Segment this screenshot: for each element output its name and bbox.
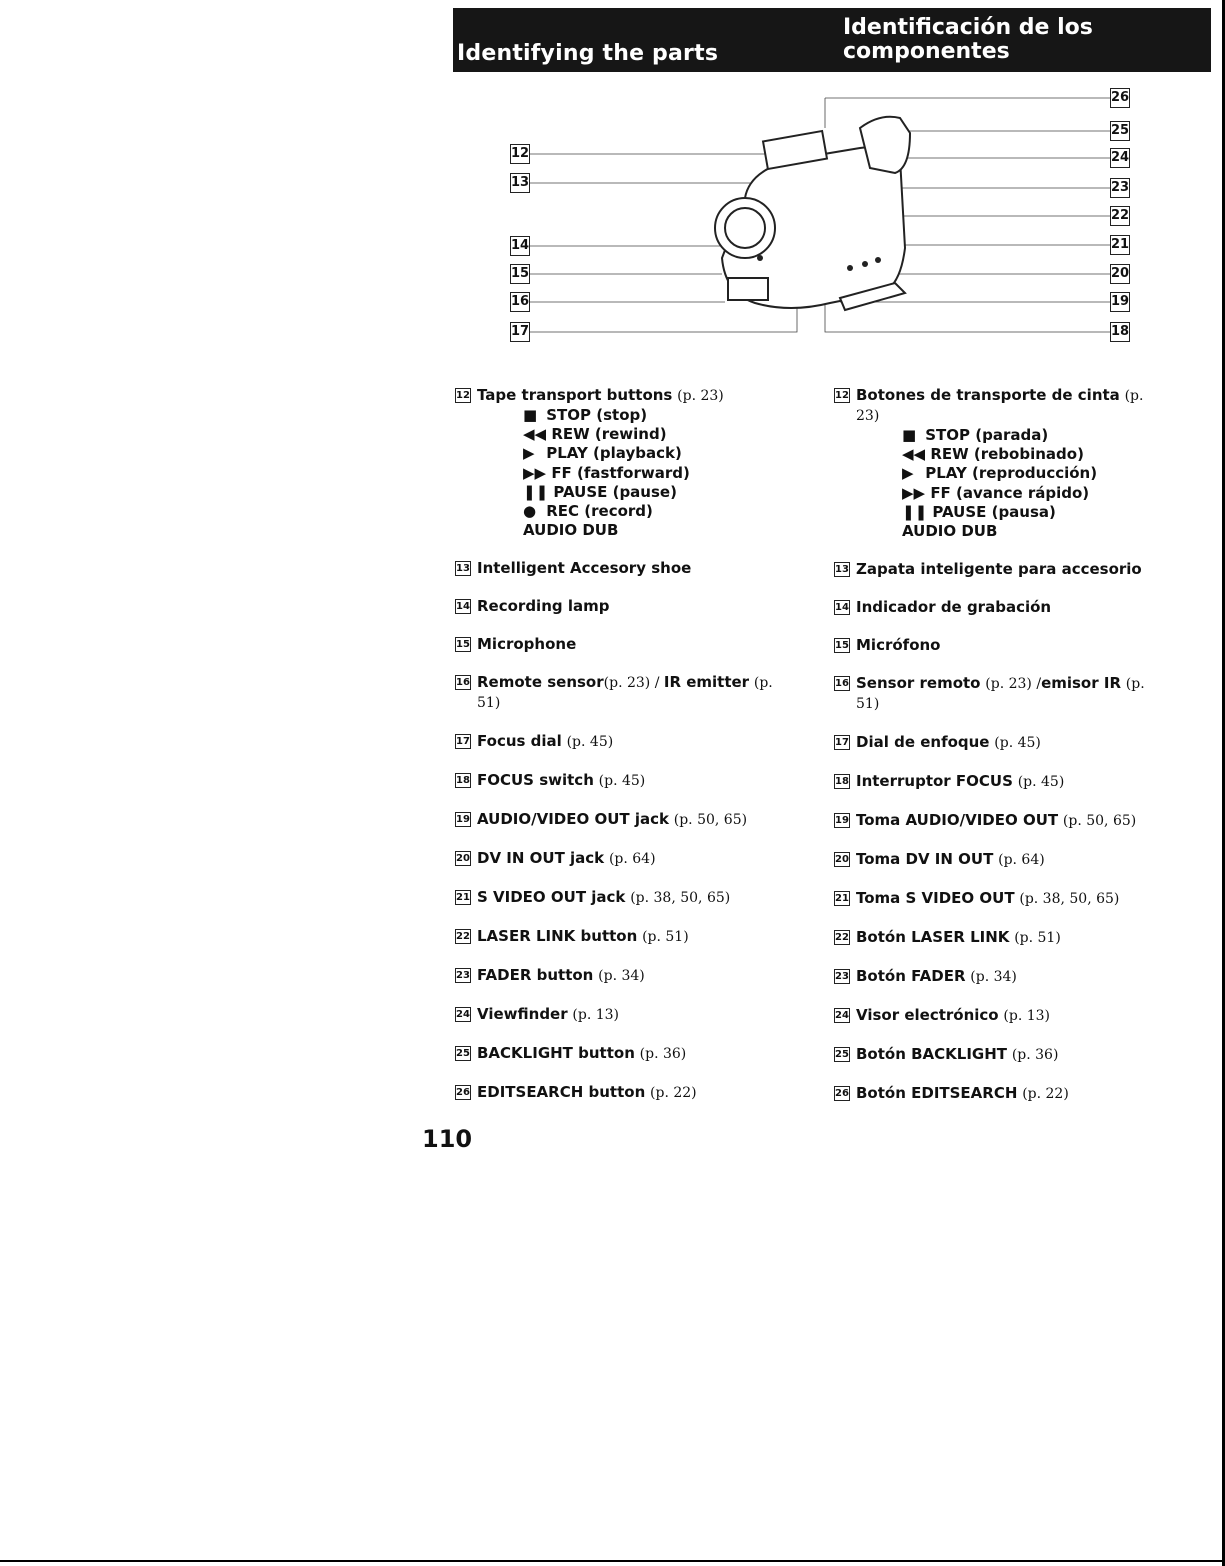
transport-sub [834,464,1164,483]
item-label: Focus dial [477,732,562,751]
callout-12: 12 [510,144,530,164]
item-ref: (p. 45) [1017,774,1065,791]
item-label: Botones de transporte de cinta [856,386,1120,404]
parts-item [455,1083,795,1103]
item-ref: (p. 22) [650,1085,697,1102]
item-ref: (p. 51) [477,675,773,712]
item-number: 16 [456,677,470,689]
item-number: 25 [835,1049,849,1061]
transport-sub [455,425,795,444]
transport-sub [455,444,795,463]
item-label: Microphone [477,635,577,654]
parts-list-spanish [834,386,1164,1104]
item-number: 13 [456,563,470,575]
item-label: Dial de enfoque [856,733,990,752]
title-spanish [843,16,1203,64]
item-ref: (p. 51) [856,676,1145,713]
item-number: 18 [835,776,849,788]
parts-item [455,386,795,406]
parts-item [455,927,795,947]
sub-label: REC (record) [546,502,653,521]
item-label: Toma DV IN OUT [856,850,994,869]
transport-sub [455,483,795,502]
callout-16: 16 [510,292,530,312]
item-ref: (p. 23) / [603,675,664,692]
parts-item [455,849,795,869]
callout-13: 13 [510,173,530,193]
item-label: Botón LASER LINK [856,928,1010,947]
item-number: 15 [456,639,470,651]
item-label: Botón EDITSEARCH [856,1084,1018,1103]
parts-item [455,1044,795,1064]
item-number: 24 [835,1010,849,1022]
item-label: Visor electrónico [856,1006,999,1025]
parts-item [834,1045,1164,1065]
item-label: Botón FADER [856,967,966,986]
item-label: Toma AUDIO/VIDEO OUT [856,811,1059,830]
parts-item [834,386,1164,426]
parts-item [834,674,1164,714]
callout-21: 21 [1110,235,1130,255]
item-ref: (p. 23) [856,388,1144,424]
item-label: Interruptor FOCUS [856,772,1013,791]
item-label: AUDIO/VIDEO OUT jack [477,810,669,829]
transport-sub [834,484,1164,503]
item-ref: (p. 45) [598,773,646,790]
parts-list-english [455,386,795,1103]
item-ref: (p. 23) / [985,676,1042,693]
transport-sub [455,406,795,425]
item-label: Sensor remoto [856,674,981,693]
parts-item [834,636,1164,655]
item-label: emisor IR [1041,674,1121,693]
item-label: DV IN OUT jack [477,849,605,868]
item-ref: (p. 34) [970,969,1017,986]
parts-item [455,673,795,713]
item-ref: (p. 38, 50, 65) [630,890,731,907]
callout-14: 14 [510,236,530,256]
item-ref: (p. 36) [639,1046,687,1063]
title-spanish-line2: componentes [843,39,1010,64]
parts-item [834,811,1164,831]
play-icon: ▶ [523,444,535,463]
parts-item [455,888,795,908]
sub-label: PAUSE (pausa) [932,502,1056,521]
transport-sub [834,426,1164,445]
page-bottom-rule [0,1560,1225,1562]
parts-item [455,732,795,752]
callout-25: 25 [1110,121,1130,141]
sub-label: AUDIO DUB [523,521,619,540]
item-ref: (p. 45) [566,734,614,751]
parts-item [834,850,1164,870]
item-ref: (p. 23) [677,388,724,404]
item-number: 12 [456,390,470,401]
item-number: 21 [456,892,470,904]
camcorder-diagram [500,88,1140,350]
page-number: 110 [422,1125,473,1153]
item-ref: (p. 13) [1003,1008,1051,1025]
sub-label: STOP (parada) [925,426,1049,444]
item-label: Zapata inteligente para accesorio [856,560,1142,579]
transport-sub [455,464,795,483]
sub-label: REW (rebobinado) [930,445,1084,464]
item-number: 24 [456,1009,470,1021]
item-number: 15 [835,640,849,652]
title-spanish-line1: Identificación de los [843,15,1093,40]
item-label: LASER LINK button [477,927,638,946]
item-number: 17 [456,736,470,748]
item-ref: (p. 64) [998,852,1045,869]
item-number: 26 [456,1087,470,1099]
item-label: IR emitter [663,673,750,692]
item-label: S VIDEO OUT jack [477,888,626,907]
item-label: Remote sensor [477,673,604,692]
parts-item [834,560,1164,579]
item-ref: (p. 50, 65) [1062,813,1137,830]
fastforward-icon: ▶▶ [523,463,547,482]
parts-item [455,966,795,986]
callout-17: 17 [510,322,530,342]
sub-label: PLAY (playback) [546,444,682,463]
parts-item [834,889,1164,909]
sub-label: AUDIO DUB [902,522,998,541]
item-ref: (p. 22) [1022,1086,1069,1103]
item-label: FOCUS switch [477,771,594,790]
callout-24: 24 [1110,148,1130,168]
parts-item [455,635,795,654]
parts-item [834,928,1164,948]
sub-label: PAUSE (pause) [553,482,677,501]
item-label: Toma S VIDEO OUT [856,889,1015,908]
transport-sub [834,445,1164,464]
parts-item [455,810,795,830]
sub-label: FF (avance rápido) [930,483,1090,502]
callout-22: 22 [1110,206,1130,226]
fastforward-icon: ▶▶ [902,483,926,502]
item-number: 14 [835,602,849,614]
parts-item [455,597,795,616]
sub-label: FF (fastforward) [551,463,690,482]
item-number: 19 [835,815,849,827]
parts-item [455,771,795,791]
item-number: 20 [835,854,849,866]
parts-item [834,1084,1164,1104]
item-ref: (p. 51) [642,929,689,946]
item-number: 25 [456,1048,470,1060]
item-label: Viewfinder [477,1005,568,1024]
item-ref: (p. 38, 50, 65) [1019,891,1120,908]
item-label: Intelligent Accesory shoe [477,559,692,578]
header-bar [453,8,1211,72]
item-label: Micrófono [856,636,941,655]
item-number: 12 [835,390,849,401]
callout-20: 20 [1110,264,1130,284]
callout-15: 15 [510,264,530,284]
item-label: Recording lamp [477,597,610,616]
item-label: BACKLIGHT button [477,1044,635,1063]
transport-sub [455,521,795,540]
rewind-icon: ◀◀ [523,425,547,444]
item-number: 19 [456,814,470,826]
item-number: 22 [835,932,849,944]
parts-item [455,1005,795,1025]
item-ref: (p. 50, 65) [673,812,748,829]
item-label: EDITSEARCH button [477,1083,646,1102]
sub-label: STOP (stop) [546,406,648,424]
pause-icon: ❚❚ [523,482,549,501]
item-number: 20 [456,853,470,865]
callout-26: 26 [1110,88,1130,108]
item-ref: (p. 34) [598,968,645,985]
item-number: 18 [456,775,470,787]
item-number: 14 [456,601,470,613]
callout-19: 19 [1110,292,1130,312]
item-label: Indicador de grabación [856,598,1052,617]
transport-sub [834,522,1164,541]
item-label: Botón BACKLIGHT [856,1045,1008,1064]
rewind-icon: ◀◀ [902,445,926,464]
title-english: Identifying the parts [457,41,719,66]
callout-23: 23 [1110,178,1130,198]
parts-item [834,1006,1164,1026]
play-icon: ▶ [902,464,914,483]
item-ref: (p. 13) [572,1007,620,1024]
item-number: 23 [835,971,849,983]
stop-icon: ■ [523,406,538,424]
item-number: 26 [835,1088,849,1100]
sub-label: PLAY (reproducción) [925,464,1098,483]
record-icon: ● [523,502,537,521]
parts-item [834,598,1164,617]
item-ref: (p. 64) [608,851,656,868]
sub-label: REW (rewind) [551,425,667,444]
item-number: 22 [456,931,470,943]
item-number: 16 [835,678,849,690]
item-ref: (p. 51) [1014,930,1061,947]
item-number: 17 [835,737,849,749]
pause-icon: ❚❚ [902,502,928,521]
parts-item [834,967,1164,987]
transport-sub [834,503,1164,522]
camcorder-illustration [500,88,1140,350]
parts-item [834,733,1164,753]
transport-sub [455,502,795,521]
item-number: 13 [835,564,849,576]
item-label: FADER button [477,966,594,985]
item-ref: (p. 45) [994,735,1041,752]
parts-item [834,772,1164,792]
stop-icon: ■ [902,426,917,444]
item-ref: (p. 36) [1011,1047,1059,1064]
item-number: 23 [456,970,470,982]
parts-item [455,559,795,578]
item-label: Tape transport buttons [477,386,673,404]
callout-18: 18 [1110,322,1130,342]
item-number: 21 [835,893,849,905]
